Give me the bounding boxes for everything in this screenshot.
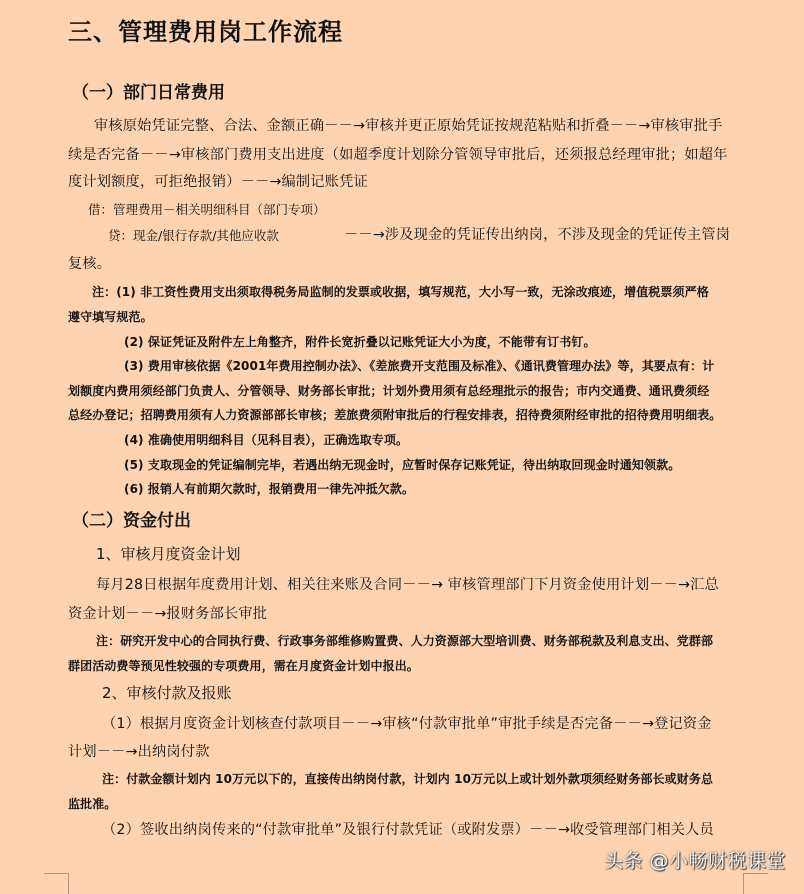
paragraph-line: 计划－－→出纳岗付款: [68, 744, 210, 760]
note-line: 群团活动费等预见性较强的专项费用，需在月度资金计划中报出。: [68, 659, 419, 673]
note-line: 注：(1) 非工资性费用支出须取得税务局监制的发票或收据，填写规范，大小写一致，无涂改痕迹，增值税票须严格: [92, 285, 709, 299]
paragraph-line: 每月28日根据年度费用计划、相关往来账及合同－－→ 审核管理部门下月资金使用计划－－→汇总: [96, 577, 719, 593]
paragraph-line: 审核原始凭证完整、合法、金额正确－－→审核并更正原始凭证按规范粘贴和折叠－－→审核审批手: [94, 118, 723, 134]
section-heading-daily-expenses: （一）部门日常费用: [72, 83, 225, 103]
paragraph-line: 续是否完备－－→审核部门费用支出进度（如超季度计划除分管领导审批后，还须报总经理审批；如超年: [68, 147, 728, 163]
section-heading-fund-payment: （二）资金付出: [72, 511, 191, 531]
note-line: 划额度内费用须经部门负责人、分管领导、财务部长审批；计划外费用须有总经理批示的报告；市内交通费、通讯费须经: [68, 384, 710, 398]
note-line: 注：付款金额计划内 10万元以下的，直接传出纳岗付款，计划内 10万元以上或计划外款项须经财务部长或财务总: [102, 772, 714, 786]
note-line: (6) 报销人有前期欠款时，报销费用一律先冲抵欠款。: [124, 482, 415, 496]
note-line: 注：研究开发中心的合同执行费、行政事务部维修购置费、人力资源部大型培训费、财务部税款及利息支出、党群部: [96, 634, 714, 648]
watermark: 头条 @小畅财税课堂: [603, 850, 786, 872]
paragraph-line: 资金计划－－→报财务部长审批: [68, 606, 268, 622]
note-line: (3) 费用审核依据《2001年费用控制办法》、《差旅费开支范围及标准》、《通讯费管理办法》等，其要点有：计: [124, 359, 715, 373]
paragraph-line: （1）根据月度资金计划核查付款项目－－→审核“付款审批单”审批手续是否完备－－→登记资金: [102, 716, 712, 732]
note-line: 遵守填写规范。: [68, 310, 153, 324]
note-line: (5) 支取现金的凭证编制完毕，若遇出纳无现金时，应暂时保存记账凭证，待出纳取回现金时通知领款。: [124, 458, 681, 472]
credit-routing-text: －－→涉及现金的凭证传出纳岗，不涉及现金的凭证传主管岗: [344, 227, 731, 243]
page-title: 三、管理费用岗工作流程: [68, 17, 343, 46]
paragraph-line: （2）签收出纳岗传来的“付款审批单”及银行付款凭证（或附发票）－－→收受管理部门相关人员: [102, 822, 714, 838]
subsection-title: 1、审核月度资金计划: [96, 545, 241, 563]
note-line: 监批准。: [68, 797, 117, 811]
note-line: (2) 保证凭证及附件左上角整齐，附件长宽折叠以记账凭证大小为度，不能带有订书钉。: [124, 335, 596, 349]
crop-mark-bottom-left: [44, 873, 69, 894]
note-line: 总经办登记；招聘费用须有人力资源部部长审核；差旅费须附审批后的行程安排表，招待费须附经审批的招待费用明细表。: [68, 408, 722, 422]
note-line: (4) 准确使用明细科目（见科目表），正确选取专项。: [124, 433, 409, 447]
credit-entry: 贷：现金/银行存款/其他应收款: [108, 228, 279, 243]
subsection-title: 2、审核付款及报账: [102, 684, 232, 702]
paragraph-line: 复核。: [68, 256, 112, 272]
paragraph-line: 度计划额度，可拒绝报销）－－→编制记账凭证: [68, 174, 368, 190]
debit-entry: 借：管理费用－相关明细科目（部门专项）: [88, 202, 326, 217]
crop-mark-bottom-right: [743, 873, 768, 894]
